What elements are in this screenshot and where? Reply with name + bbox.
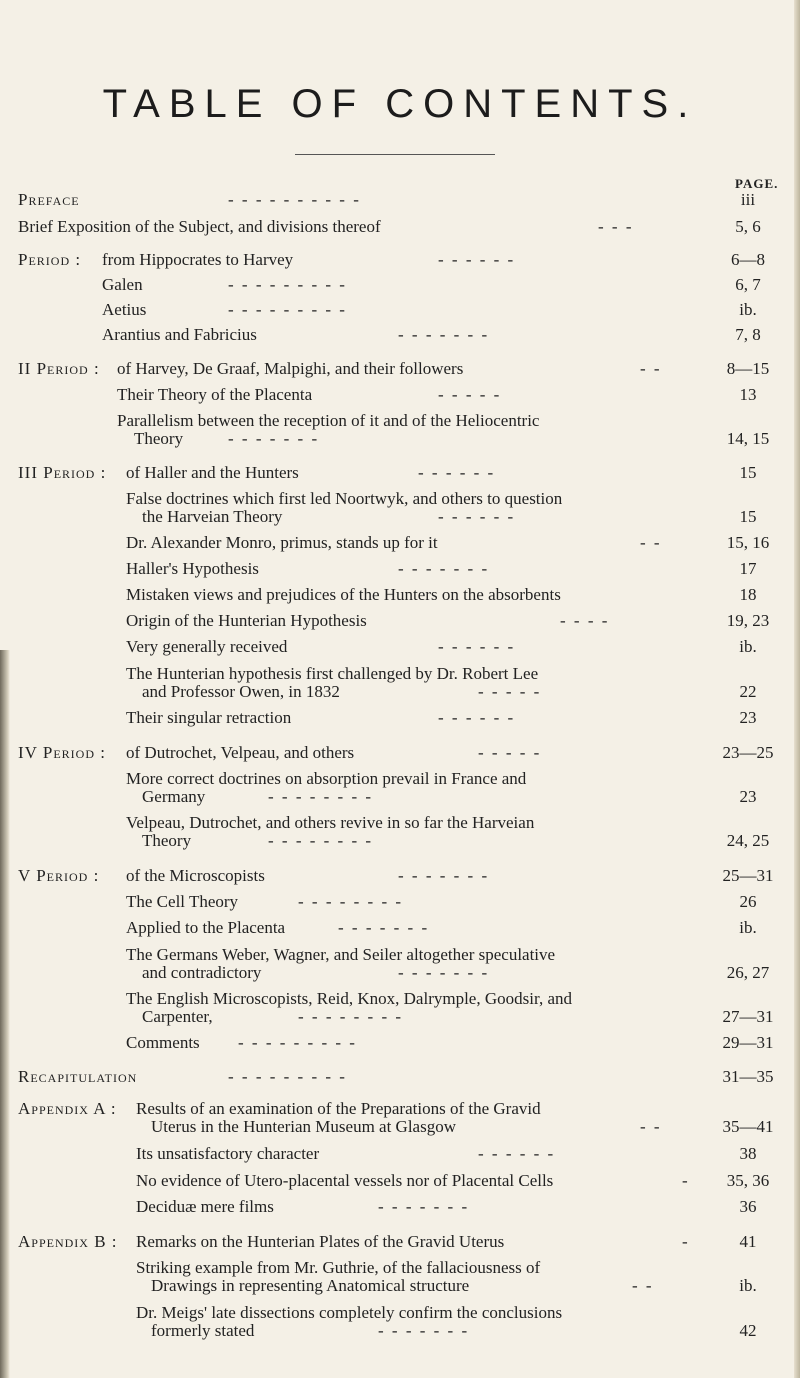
leader-dots: - - - - - -: [478, 1144, 556, 1163]
entry-page: 15, 16: [726, 533, 770, 552]
entry-text: Results of an examination of the Preparations of the Gravid: [136, 1099, 541, 1118]
leader-dots: - - - - - - - -: [298, 1007, 404, 1026]
entry-text: Aetius: [102, 300, 147, 319]
entry-page: 14, 15: [726, 429, 770, 448]
page-column-header: PAGE.: [735, 176, 779, 191]
entry-text: Their Theory of the Placenta: [117, 385, 313, 404]
entry-text: Parallelism between the reception of it and of the Heliocentric: [117, 411, 540, 430]
leader-dots: - - - - - - - -: [268, 787, 374, 806]
entry-text: Carpenter,: [142, 1007, 213, 1026]
entry-text: Theory: [142, 831, 192, 850]
entry-text: Brief Exposition of the Subject, and divisions thereof: [18, 217, 381, 236]
entry-text: of the Microscopists: [126, 866, 265, 885]
entry-page: 29—31: [722, 1033, 774, 1052]
entry-page: 24, 25: [726, 831, 770, 850]
leader-dots: - - - - - - - - -: [228, 1067, 347, 1086]
page-title: TABLE OF CONTENTS.: [102, 82, 698, 126]
entry-page: 15: [739, 507, 757, 526]
leader-dots: - - - - - - -: [398, 963, 490, 982]
entry-label: IV Period :: [18, 743, 106, 762]
leader-dots: - - - - - - - -: [298, 892, 404, 911]
leader-dots: - - - - - - -: [378, 1197, 470, 1216]
entry-page: ib.: [739, 300, 757, 319]
entry-text: and contradictory: [142, 963, 262, 982]
entry-text: Remarks on the Hunterian Plates of the Gravid Uterus: [136, 1232, 505, 1251]
entry-page: 18: [739, 585, 757, 604]
entry-text: Its unsatisfactory character: [136, 1144, 320, 1163]
leader-dots: - - - - - - -: [228, 429, 320, 448]
entry-page: 35, 36: [726, 1171, 770, 1190]
entry-label: III Period :: [18, 463, 107, 482]
entry-text: of Dutrochet, Velpeau, and others: [126, 743, 355, 762]
entry-page: 42: [739, 1321, 757, 1340]
entry-text: of Haller and the Hunters: [126, 463, 299, 482]
entry-page: 13: [739, 385, 757, 404]
leader-dots: - - - - - -: [418, 463, 496, 482]
entry-page: iii: [740, 190, 756, 209]
entry-page: 26: [739, 892, 757, 911]
entry-label: V Period :: [18, 866, 100, 885]
entry-page: 17: [739, 559, 757, 578]
entry-page: 23—25: [722, 743, 774, 762]
entry-text: formerly stated: [151, 1321, 255, 1340]
leader-dots: - - - - - - -: [398, 325, 490, 344]
entry-page: 23: [739, 708, 757, 727]
entry-page: ib.: [739, 1276, 757, 1295]
entry-text: False doctrines which first led Noortwyk, and others to question: [126, 489, 563, 508]
entry-text: and Professor Owen, in 1832: [142, 682, 340, 701]
entry-page: 36: [739, 1197, 757, 1216]
entry-page: 7, 8: [735, 325, 761, 344]
leader-dots: - -: [640, 359, 662, 378]
entry-page: ib.: [739, 637, 757, 656]
leader-dots: - - - - - -: [438, 250, 516, 269]
entry-text: of Harvey, De Graaf, Malpighi, and their followers: [117, 359, 464, 378]
leader-dots: - -: [632, 1276, 654, 1295]
leader-dots: - - - - - - - - -: [228, 275, 347, 294]
entry-text: Dr. Meigs' late dissections completely confirm the conclusions: [136, 1303, 563, 1322]
entry-page: 23: [739, 787, 757, 806]
page-edge-shadow: [794, 0, 800, 1378]
entry-page: 15: [739, 463, 757, 482]
entry-text: Very generally received: [126, 637, 288, 656]
leader-dots: -: [682, 1171, 690, 1190]
entry-label: Recapitulation: [18, 1067, 138, 1086]
entry-text: Galen: [102, 275, 143, 294]
entry-page: 25—31: [722, 866, 774, 885]
entry-text: The Germans Weber, Wagner, and Seiler altogether speculative: [126, 945, 556, 964]
leader-dots: - - - - - -: [438, 708, 516, 727]
leader-dots: - -: [640, 533, 662, 552]
entry-text: No evidence of Utero-placental vessels nor of Placental Cells: [136, 1171, 554, 1190]
leader-dots: - - - - - - - - -: [228, 300, 347, 319]
entry-label: Preface: [18, 190, 80, 209]
leader-dots: - - - - -: [478, 743, 542, 762]
entry-text: Theory: [134, 429, 184, 448]
entry-text: Arantius and Fabricius: [102, 325, 257, 344]
leader-dots: - - - - -: [478, 682, 542, 701]
leader-dots: - - - - - - -: [398, 559, 490, 578]
entry-text: Striking example from Mr. Guthrie, of the fallaciousness of: [136, 1258, 541, 1277]
entry-page: 31—35: [722, 1067, 774, 1086]
entry-text: The Hunterian hypothesis first challenged by Dr. Robert Lee: [126, 664, 539, 683]
entry-page: 27—31: [722, 1007, 774, 1026]
entry-page: 5, 6: [735, 217, 761, 236]
leader-dots: - -: [640, 1117, 662, 1136]
leader-dots: - - - - - - - -: [268, 831, 374, 850]
entry-page: 35—41: [722, 1117, 774, 1136]
entry-text: Origin of the Hunterian Hypothesis: [126, 611, 367, 630]
leader-dots: - - - - - -: [438, 637, 516, 656]
entry-label: Period :: [18, 250, 82, 269]
leader-dots: - - - - - - -: [378, 1321, 470, 1340]
leader-dots: -: [682, 1232, 690, 1251]
entry-text: Velpeau, Dutrochet, and others revive in so far the Harveian: [126, 813, 535, 832]
leader-dots: - - - - - -: [438, 507, 516, 526]
leader-dots: - - - - - - -: [398, 866, 490, 885]
entry-text: from Hippocrates to Harvey: [102, 250, 294, 269]
entry-page: 38: [739, 1144, 757, 1163]
leader-dots: - - - - - - -: [338, 918, 430, 937]
entry-text: Mistaken views and prejudices of the Hunters on the absorbents: [126, 585, 561, 604]
entry-page: 6, 7: [735, 275, 761, 294]
entry-label: Appendix A :: [18, 1099, 117, 1118]
entry-page: 19, 23: [726, 611, 770, 630]
leader-dots: - - - - - - - - - -: [228, 190, 361, 209]
entry-text: Drawings in representing Anatomical structure: [151, 1276, 470, 1295]
entry-text: Comments: [126, 1033, 200, 1052]
entry-text: More correct doctrines on absorption prevail in France and: [126, 769, 527, 788]
entry-page: 6—8: [731, 250, 765, 269]
leader-dots: - - - - -: [438, 385, 502, 404]
entry-text: Dr. Alexander Monro, primus, stands up for it: [126, 533, 438, 552]
entry-label: Appendix B :: [18, 1232, 118, 1251]
entry-text: Haller's Hypothesis: [126, 559, 259, 578]
entry-page: 22: [739, 682, 757, 701]
entry-text: The English Microscopists, Reid, Knox, Dalrymple, Goodsir, and: [126, 989, 572, 1008]
leader-dots: - - -: [598, 217, 634, 236]
entry-page: 41: [739, 1232, 757, 1251]
entry-page: 26, 27: [726, 963, 770, 982]
entry-page: ib.: [739, 918, 757, 937]
entry-text: Uterus in the Hunterian Museum at Glasgow: [151, 1117, 456, 1136]
entry-text: Germany: [142, 787, 206, 806]
entry-text: Their singular retraction: [126, 708, 292, 727]
entry-text: Deciduæ mere films: [136, 1197, 274, 1216]
entry-text: Applied to the Placenta: [126, 918, 286, 937]
title-rule: [295, 154, 495, 155]
leader-dots: - - - -: [560, 611, 610, 630]
leader-dots: - - - - - - - - -: [238, 1033, 357, 1052]
entry-text: the Harveian Theory: [142, 507, 283, 526]
binding-shadow: [0, 650, 10, 1378]
entry-label: II Period :: [18, 359, 100, 378]
entry-text: The Cell Theory: [126, 892, 239, 911]
entry-page: 8—15: [726, 359, 770, 378]
